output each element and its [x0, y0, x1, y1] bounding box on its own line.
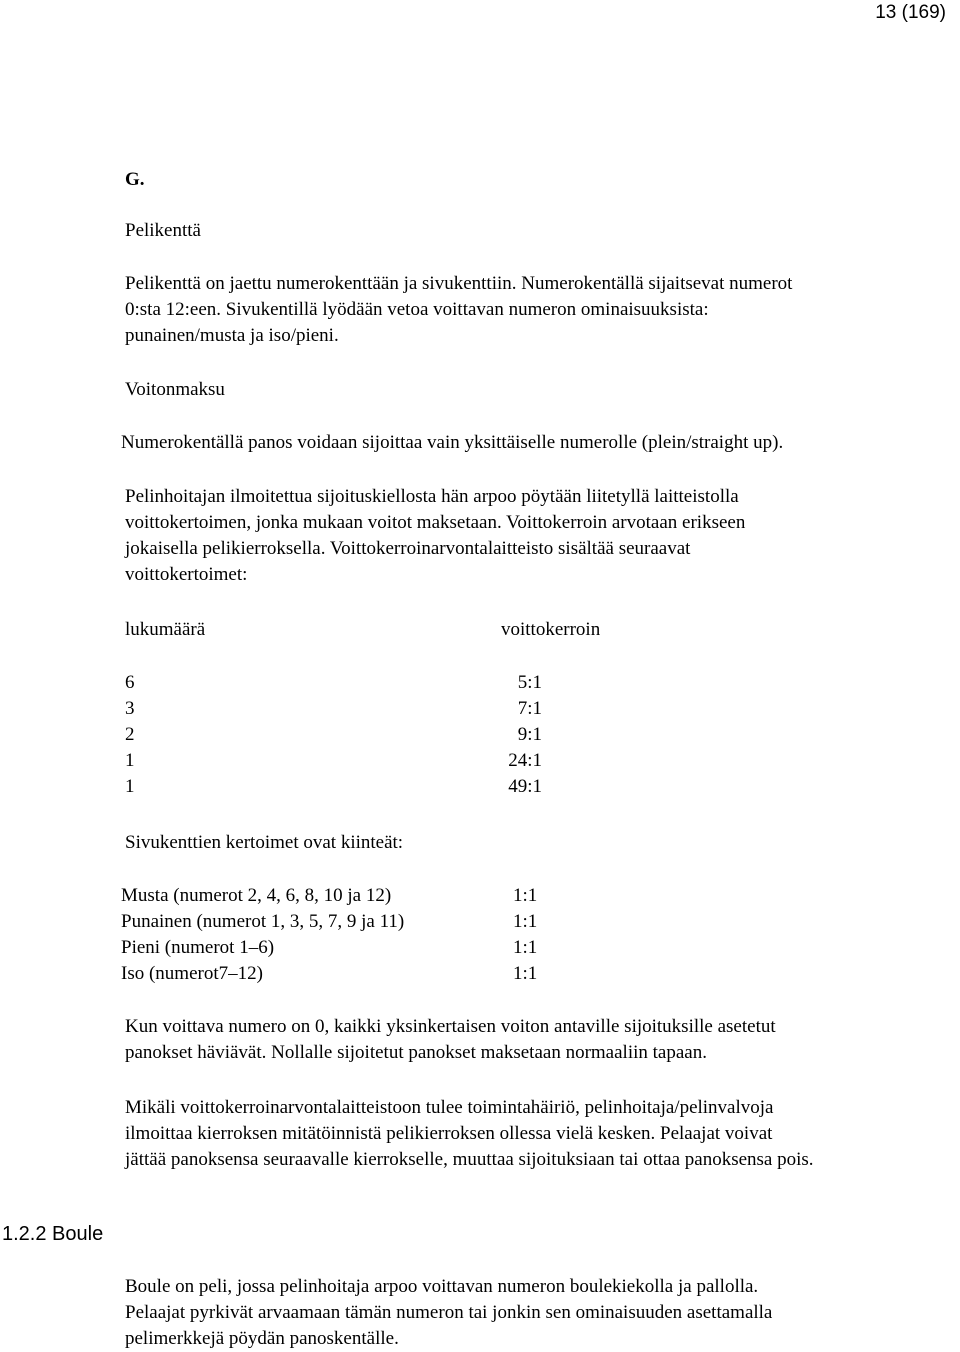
side-bet-odds: 1:1 [513, 937, 538, 958]
odds-cell: 24:1 [508, 750, 542, 771]
table-row [121, 883, 538, 909]
table-row [125, 748, 542, 774]
side-bet-odds: 1:1 [513, 885, 538, 906]
odds-table-header [125, 617, 601, 643]
column-header-odds: voittokerroin [501, 619, 601, 640]
zero-rule: Kun voittava numero on 0, kaikki yksinkertaisen voiton antaville sijoituksille asetetut panokset häviävät. Nollalle sijoitetut panokset maksetaan normaaliin tapaan. [125, 1016, 776, 1063]
side-bet-label: Musta (numerot 2, 4, 6, 8, 10 ja 12) [121, 885, 392, 906]
odds-cell: 9:1 [517, 724, 542, 745]
section-heading: G. [125, 169, 145, 190]
table-row [121, 961, 538, 987]
count-cell: 6 [125, 672, 135, 693]
table-row [125, 774, 542, 800]
column-header-count: lukumäärä [125, 619, 206, 640]
table-row [125, 722, 542, 748]
odds-cell: 7:1 [517, 698, 542, 719]
count-cell: 1 [125, 750, 135, 771]
section-title-boule: 1.2.2 Boule [2, 1223, 104, 1245]
subheading-payout: Voitonmaksu [125, 379, 225, 400]
malfunction-rule: Mikäli voittokerroinarvontalaitteistoon tulee toimintahäiriö, pelinhoitaja/pelinvalvoja ilmoittaa kierroksen mitätöinnistä pelikierroksen ollessa vielä kesken. Pelaajat voivat jättää panoksensa seuraavalle kierrokselle, muuttaa sijoituksiaan tai ottaa panoksensa pois. [125, 1097, 814, 1170]
side-bet-label: Pieni (numerot 1–6) [121, 937, 275, 958]
field-description: Pelikenttä on jaettu numerokenttään ja sivukenttiin. Numerokentällä sijaitsevat numerot 0:sta 12:een. Sivukentillä lyödään vetoa voittavan numeron ominaisuuksista: punainen/musta ja iso/pieni. [125, 273, 793, 346]
table-row [121, 909, 538, 935]
table-row [125, 670, 542, 696]
payout-description: Numerokentällä panos voidaan sijoittaa vain yksittäiselle numerolle (plein/straight up). [121, 432, 784, 453]
table-row [121, 935, 538, 961]
count-cell: 3 [125, 698, 135, 719]
count-cell: 1 [125, 776, 135, 797]
side-bets-intro: Sivukenttien kertoimet ovat kiinteät: [125, 832, 404, 853]
dealer-description: Pelinhoitajan ilmoitettua sijoituskiellosta hän arpoo pöytään liitetyllä laitteistolla voittokertoimen, jonka mukaan voitot maksetaan. Voittokerroin arvotaan erikseen jokaisella pelikierroksella. Voittokerroinarvontalaitteisto sisältää seuraavat voittokertoimet: [125, 486, 746, 585]
page-number: 13 (169) [875, 2, 946, 23]
side-bet-label: Iso (numerot7–12) [121, 963, 263, 984]
subheading-field: Pelikenttä [125, 220, 201, 241]
table-row [125, 696, 542, 722]
odds-cell: 49:1 [508, 776, 542, 797]
odds-cell: 5:1 [517, 672, 542, 693]
side-bet-odds: 1:1 [513, 963, 538, 984]
side-bet-label: Punainen (numerot 1, 3, 5, 7, 9 ja 11) [121, 911, 405, 932]
side-bet-odds: 1:1 [513, 911, 538, 932]
boule-description: Boule on peli, jossa pelinhoitaja arpoo voittavan numeron boulekiekolla ja pallolla. Pelaajat pyrkivät arvaamaan tämän numeron tai jonkin sen ominaisuuden asettamalla pelimerkkejä pöydän panoskentälle. [125, 1276, 773, 1349]
count-cell: 2 [125, 724, 135, 745]
